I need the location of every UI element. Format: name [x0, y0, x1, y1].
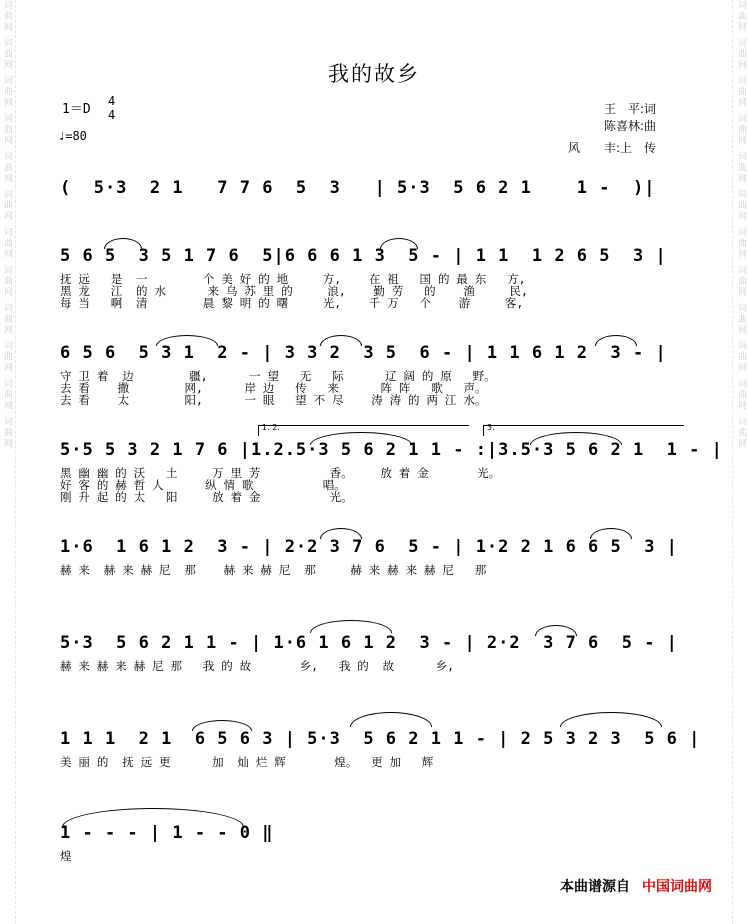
- slur: [62, 808, 244, 827]
- source-label: 本曲谱源自: [560, 879, 630, 895]
- tempo-marking: ♩=80: [58, 129, 87, 143]
- time-signature-top: 4: [108, 94, 116, 108]
- uploader-credit: 风 丰:上 传: [568, 141, 657, 155]
- slur: [595, 335, 637, 346]
- lyric-verse-3: 每 当 啊 清 晨 黎 明 的 曙 光, 千 万 个 游 客,: [60, 296, 524, 310]
- lyric-verse-1: 煌: [60, 849, 72, 863]
- lyric-verse-1: 美 丽 的 抚 远 更 加 灿 烂 辉 煌。 更 加 辉: [60, 755, 434, 769]
- lyric-verse-1: 抚 远 是 一 个 美 好 的 地 方, 在 祖 国 的 最 东 方,: [60, 272, 526, 286]
- side-watermark-left: 词曲网 词曲网 词曲网 词曲网 词曲网 词曲网 词曲网 词曲网 词曲网 词曲网 词曲网 词曲网: [2, 0, 12, 450]
- slur: [560, 712, 662, 727]
- time-signature-bottom: 4: [108, 108, 116, 122]
- slur: [104, 238, 142, 249]
- page-border-left: [15, 0, 16, 924]
- lyric-verse-2: 好 客 的 赫 哲 人 纵 情 歌 唱。: [60, 478, 346, 492]
- side-watermark-right: 词曲网 词曲网 词曲网 词曲网 词曲网 词曲网 词曲网 词曲网 词曲网 词曲网 词曲网 词曲网: [736, 0, 746, 450]
- notation: 5·5 5 3 2 1 7 6 |1.2.5·3 5 6 2 1 1 - :|3.5·3 5 6 2 1 1 - |: [60, 440, 723, 460]
- notation: ( 5·3 2 1 7 7 6 5 3 | 5·3 5 6 2 1 1 - )|: [60, 178, 656, 198]
- volta-label-2: 3.: [487, 423, 495, 432]
- page-border-right: [732, 0, 733, 924]
- notation: 1 - - - | 1 - - 0 ‖: [60, 823, 274, 843]
- notation: 1 1 1 2 1 6 5 6 3 | 5·3 5 6 2 1 1 - | 2 5 3 2 3 5 6 |: [60, 729, 701, 749]
- volta-bracket-2: [483, 425, 684, 436]
- lyric-verse-3: 刚 升 起 的 太 阳 放 着 金 光。: [60, 490, 353, 504]
- volta-label-1: 1. 2.: [262, 423, 280, 432]
- lyric-verse-1: 守 卫 着 边 疆, 一 望 无 际 辽 阔 的 原 野。: [60, 369, 496, 383]
- composer-credit: 陈喜林:曲: [604, 119, 657, 133]
- lyric-verse-3: 去 看 太 阳, 一 眼 望 不 尽 涛 涛 的 两 江 水。: [60, 393, 487, 407]
- slur: [350, 712, 432, 727]
- slur: [310, 620, 392, 633]
- slur: [535, 625, 577, 636]
- lyric-verse-2: 黑 龙 江 的 水 来 乌 苏 里 的 浪, 勤 劳 的 渔 民,: [60, 284, 528, 298]
- slur: [192, 720, 252, 731]
- slur: [320, 528, 362, 539]
- lyric-verse-1: 赫 来 赫 来 赫 尼 那 赫 来 赫 尼 那 赫 来 赫 来 赫 尼 那: [60, 563, 487, 577]
- lyric-verse-1: 赫 来 赫 来 赫 尼 那 我 的 故 乡, 我 的 故 乡,: [60, 659, 455, 673]
- slur: [590, 528, 632, 539]
- notation: 1·6 1 6 1 2 3 - | 2·2 3 7 6 5 - | 1·2 2 1 6 6 5 3 |: [60, 537, 678, 557]
- notation: 5·3 5 6 2 1 1 - | 1·6 1 6 1 2 3 - | 2·2 3 7 6 5 - |: [60, 633, 678, 653]
- slur: [156, 335, 218, 346]
- notation: 6 5 6 5 3 1 2 - | 3 3 2 3 5 6 - | 1 1 6 1 2 3 - |: [60, 343, 667, 363]
- notation: 5 6 5 3 5 1 7 6 5|6 6 6 1 3 5 - | 1 1 1 2 6 5 3 |: [60, 246, 667, 266]
- slur: [380, 238, 418, 249]
- lyric-verse-2: 去 看 撒 网, 岸 边 传 来 阵 阵 歌 声。: [60, 381, 487, 395]
- time-signature: [108, 94, 115, 122]
- slur: [320, 335, 362, 346]
- volta-bracket-1: [258, 425, 469, 436]
- source-footer: [560, 876, 712, 896]
- song-title: 我的故乡: [328, 62, 420, 86]
- source-site: 中国词曲网: [642, 879, 712, 895]
- lyric-verse-1: 黑 幽 幽 的 沃 土 万 里 芳 香。 放 着 金 光。: [60, 466, 501, 480]
- lyricist-credit: 王 平:词: [604, 102, 657, 116]
- key-signature: 1＝D: [62, 102, 91, 117]
